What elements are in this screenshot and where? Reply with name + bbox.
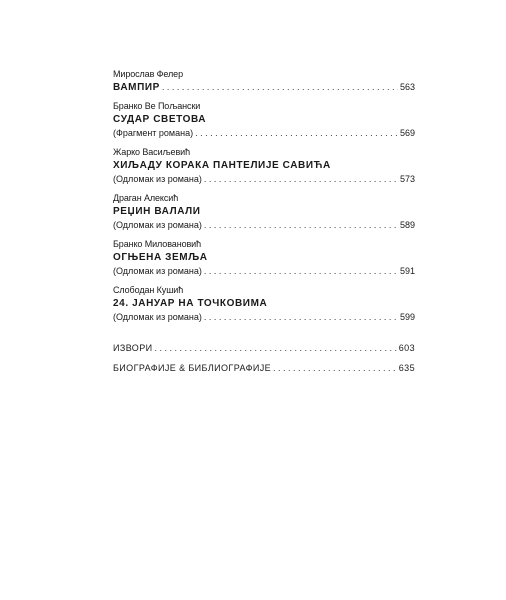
entry-title: СУДАР СВЕТОВА xyxy=(113,114,207,125)
entry-subtitle: (Фрагмент романа) xyxy=(113,128,194,138)
entry-title-line[interactable] xyxy=(113,81,415,94)
entry-subtitle-line[interactable] xyxy=(113,311,415,324)
entry-page-number: 599 xyxy=(399,312,415,322)
entry-title: РЕЏИН ВАЛАЛИ xyxy=(113,206,201,217)
section-line-sources[interactable] xyxy=(113,338,415,358)
entry-title: ВАМПИР xyxy=(113,82,160,93)
entry-page-number: 589 xyxy=(399,220,415,230)
entry-author: Драган Алексић xyxy=(113,193,179,203)
dot-leader xyxy=(195,127,398,140)
toc-entry xyxy=(113,284,415,324)
entry-page-number: 591 xyxy=(399,266,415,276)
entry-subtitle: (Одломак из романа) xyxy=(113,312,202,322)
back-matter xyxy=(113,338,415,378)
toc-entry xyxy=(113,100,415,140)
entry-subtitle-line[interactable] xyxy=(113,219,415,232)
section-label: БИОГРАФИЈЕ & БИБЛИОГРАФИЈЕ xyxy=(113,363,272,373)
entry-author: Слободан Кушић xyxy=(113,285,184,295)
entry-page-number: 563 xyxy=(399,82,415,92)
dot-leader xyxy=(204,265,398,278)
dot-leader xyxy=(154,338,396,358)
entry-subtitle: (Одломак из романа) xyxy=(113,174,202,184)
dot-leader xyxy=(204,173,398,186)
entry-author: Бранко Ве Пољански xyxy=(113,101,201,111)
dot-leader xyxy=(204,219,398,232)
entry-page-number: 573 xyxy=(399,174,415,184)
section-page-number: 603 xyxy=(398,343,415,353)
toc-entry xyxy=(113,146,415,186)
dot-leader xyxy=(273,358,397,378)
table-of-contents xyxy=(113,68,415,378)
section-line-biographies[interactable] xyxy=(113,358,415,378)
entry-subtitle: (Одломак из романа) xyxy=(113,220,202,230)
entry-page-number: 569 xyxy=(399,128,415,138)
entry-title: ОГЊЕНА ЗЕМЉА xyxy=(113,252,208,263)
toc-entry xyxy=(113,68,415,94)
entry-title: ХИЉАДУ КОРАКА ПАНТЕЛИЈЕ САВИЋА xyxy=(113,160,331,171)
entry-subtitle-line[interactable] xyxy=(113,265,415,278)
section-label: ИЗВОРИ xyxy=(113,343,153,353)
toc-entry xyxy=(113,192,415,232)
entry-subtitle-line[interactable] xyxy=(113,127,415,140)
entry-author: Бранко Миловановић xyxy=(113,239,201,249)
section-page-number: 635 xyxy=(398,363,415,373)
toc-entry xyxy=(113,238,415,278)
entry-subtitle-line[interactable] xyxy=(113,173,415,186)
entry-author: Мирослав Фелер xyxy=(113,69,183,79)
entry-subtitle: (Одломак из романа) xyxy=(113,266,202,276)
entry-title: 24. ЈАНУАР НА ТОЧКОВИМА xyxy=(113,298,268,309)
dot-leader xyxy=(204,311,398,324)
dot-leader xyxy=(162,81,398,94)
entry-author: Жарко Васиљевић xyxy=(113,147,190,157)
